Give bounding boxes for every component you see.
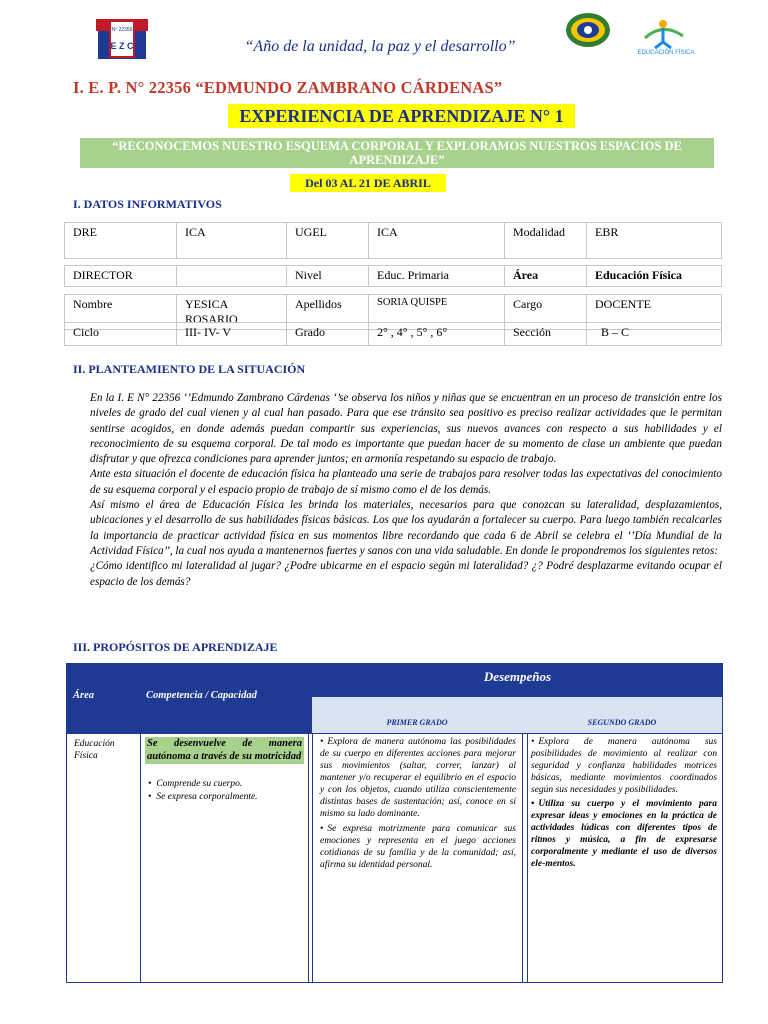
col-competence-header: Competencia / Capacidad <box>146 690 257 701</box>
svg-text:EDUCACIÓN FÍSICA: EDUCACIÓN FÍSICA <box>637 50 695 56</box>
datos-label: Cargo <box>505 295 587 330</box>
datos-label: Sección <box>505 323 587 346</box>
table-divider <box>522 733 523 983</box>
datos-value: YESICA ROSARIO <box>177 295 287 330</box>
datos-value <box>177 266 287 287</box>
situation-paragraph: ¿Cómo identifico mi lateralidad al jugar? ¿Podre ubicarme en el espacio según mi lateralidad? ¿? Podré desplazarme evitando ocupar el espacio de los demás? <box>90 560 722 588</box>
grade-1-header: PRIMER GRADO <box>386 718 448 727</box>
datos-label: Nivel <box>287 266 369 287</box>
datos-label: DRE <box>65 223 177 259</box>
capacities-list <box>148 778 304 804</box>
datos-row-1 <box>64 222 722 259</box>
capacity-item: • Se expresa corporalmente. <box>148 791 304 804</box>
datos-row-2 <box>64 265 722 287</box>
col-desempenos-header: Desempeños <box>483 669 552 684</box>
performance-item: • Explora de manera autónoma sus posibilidades de movimiento al realizar con seguridad y confianza habilidades motrices básicas, mediante movimientos coordinados según sus necesidades y posibilidades. <box>531 736 717 796</box>
situation-text <box>90 391 722 590</box>
grade-2-header: SEGUNDO GRADO <box>587 718 657 727</box>
table-divider <box>312 733 313 983</box>
datos-value: ICA <box>369 223 505 259</box>
svg-text:E Z C: E Z C <box>110 41 134 51</box>
competence-cell: Se desenvuelve de manera autónoma a través de su motricidad <box>145 737 304 764</box>
performance-item: • Utiliza su cuerpo y el movimiento para expresar ideas y emociones en la práctica de actividades lúdicas con diferentes tipos de ritmos y música, a fin de expresarse corporalmente y mediante el uso de diversos ele-mentos. <box>531 798 717 870</box>
datos-label: Área <box>505 266 587 287</box>
grade-1-performance <box>320 736 516 874</box>
performance-item: • Se expresa motrizmente para comunicar sus emociones y representa en el juego acciones cotidianas de su familia y de la comunidad; así, afirma su identidad personal. <box>320 823 516 871</box>
datos-value: 2° , 4° , 5° , 6° <box>369 323 505 346</box>
datos-label: Modalidad <box>505 223 587 259</box>
capacity-item: • Comprende su cuerpo. <box>148 778 304 791</box>
institution-seal-logo <box>563 11 613 49</box>
situation-paragraph: En la I. E N° 22356 ‘’Edmundo Zambrano Cárdenas ‘’se observa los niños y niñas que se encuentran en un proceso de transición entre los niveles de grado del cual vienen y al cual han pasado. Para que ese tránsito sea positivo es preciso realizar actividades que le permitan sentirse acogidos, en donde además puedan compartir sus experiencias, sus nuevos avances con respecto a sus habilidades y el reconocimiento de su esquema corporal. De tal modo es importante que puedan hacer de su momento de clase un ambiente que puedan disfrutar y que ofrezca condiciones para aprender juntos; en armonía respetando su espacio de trabajo. <box>90 392 722 466</box>
table-divider <box>140 733 141 983</box>
motto-text: “Año de la unidad, la paz y el desarrollo” <box>244 38 516 55</box>
school-title: I. E. P. N° 22356 “EDMUNDO ZAMBRANO CÁRDENAS” <box>73 78 503 97</box>
date-range: Del 03 AL 21 DE ABRIL <box>290 174 446 192</box>
experience-banner <box>80 138 714 168</box>
datos-value: DOCENTE <box>587 295 722 330</box>
datos-value: SORIA QUISPE <box>369 295 505 330</box>
datos-label: Nombre <box>65 295 177 330</box>
situation-paragraph: Ante esta situación el docente de educación física ha planteado una serie de trabajos para resolver todas las expectativas del conocimiento de su esquema corporal y el espacio propio de trabajo de sí mismo como el de los demás. <box>90 468 722 496</box>
performance-item: • Explora de manera autónoma las posibilidades de su cuerpo en diferentes acciones para mejorar sus movimientos (saltar, correr, lanzar) al mantener y/o recuperar el equilibrio en el espacio y con los objetos, cuando utiliza conscientemente distintas bases de sustentación; así, conoce en sí mismo su lado dominante. <box>320 736 516 820</box>
datos-label: Apellidos <box>287 295 369 330</box>
section-situacion-heading: II. PLANTEAMIENTO DE LA SITUACIÓN <box>73 362 306 376</box>
grade-2-performance <box>531 736 717 872</box>
col-area-header: Área <box>73 690 94 701</box>
area-cell: Educación Física <box>74 739 115 761</box>
datos-label: UGEL <box>287 223 369 259</box>
table-divider <box>308 733 309 983</box>
datos-value: III- IV- V <box>177 323 287 346</box>
datos-value: Educ. Primaria <box>369 266 505 287</box>
physical-education-logo <box>625 18 707 56</box>
datos-label: Ciclo <box>65 323 177 346</box>
datos-row-4 <box>64 322 722 346</box>
datos-value: Educación Física <box>587 266 722 287</box>
datos-value: ICA <box>177 223 287 259</box>
situation-paragraph: Así mismo el área de Educación Física les brinda los materiales, necesarios para que conozcan su lateralidad, desplazamientos, ubicaciones y el desarrollo de sus habilidades físicas básicas. Los que los ayudarán a fortalecer su cuerpo. Para luego también recalcarles la importancia de practicar actividad física en sus momentos libre recordando que cada 6 de Abril se celebra el ‘’Día Mundial de la Actividad Física’’, la cual nos ayuda a mantenernos fuertes y sanos con una vida saludable. En donde le propondremos los siguientes retos: <box>90 499 722 557</box>
experience-title: EXPERIENCIA DE APRENDIZAJE N° 1 <box>228 104 575 128</box>
school-crest-logo <box>96 17 148 61</box>
section-propositos-heading: III. PROPÓSITOS DE APRENDIZAJE <box>73 640 278 654</box>
datos-label: Grado <box>287 323 369 346</box>
datos-value: EBR <box>587 223 722 259</box>
datos-value: B – C <box>587 323 722 346</box>
section-datos-heading: I. DATOS INFORMATIVOS <box>73 197 222 211</box>
svg-text:Nº 22356: Nº 22356 <box>111 27 133 33</box>
grade-header-band <box>312 697 722 733</box>
banner-line-1: “RECONOCEMOS NUESTRO ESQUEMA CORPORAL Y EXPLORAMOS NUESTROS ESPACIOS DE <box>112 139 682 153</box>
table-divider <box>527 733 528 983</box>
banner-line-2: APRENDIZAJE” <box>349 153 445 167</box>
datos-label: DIRECTOR <box>65 266 177 287</box>
